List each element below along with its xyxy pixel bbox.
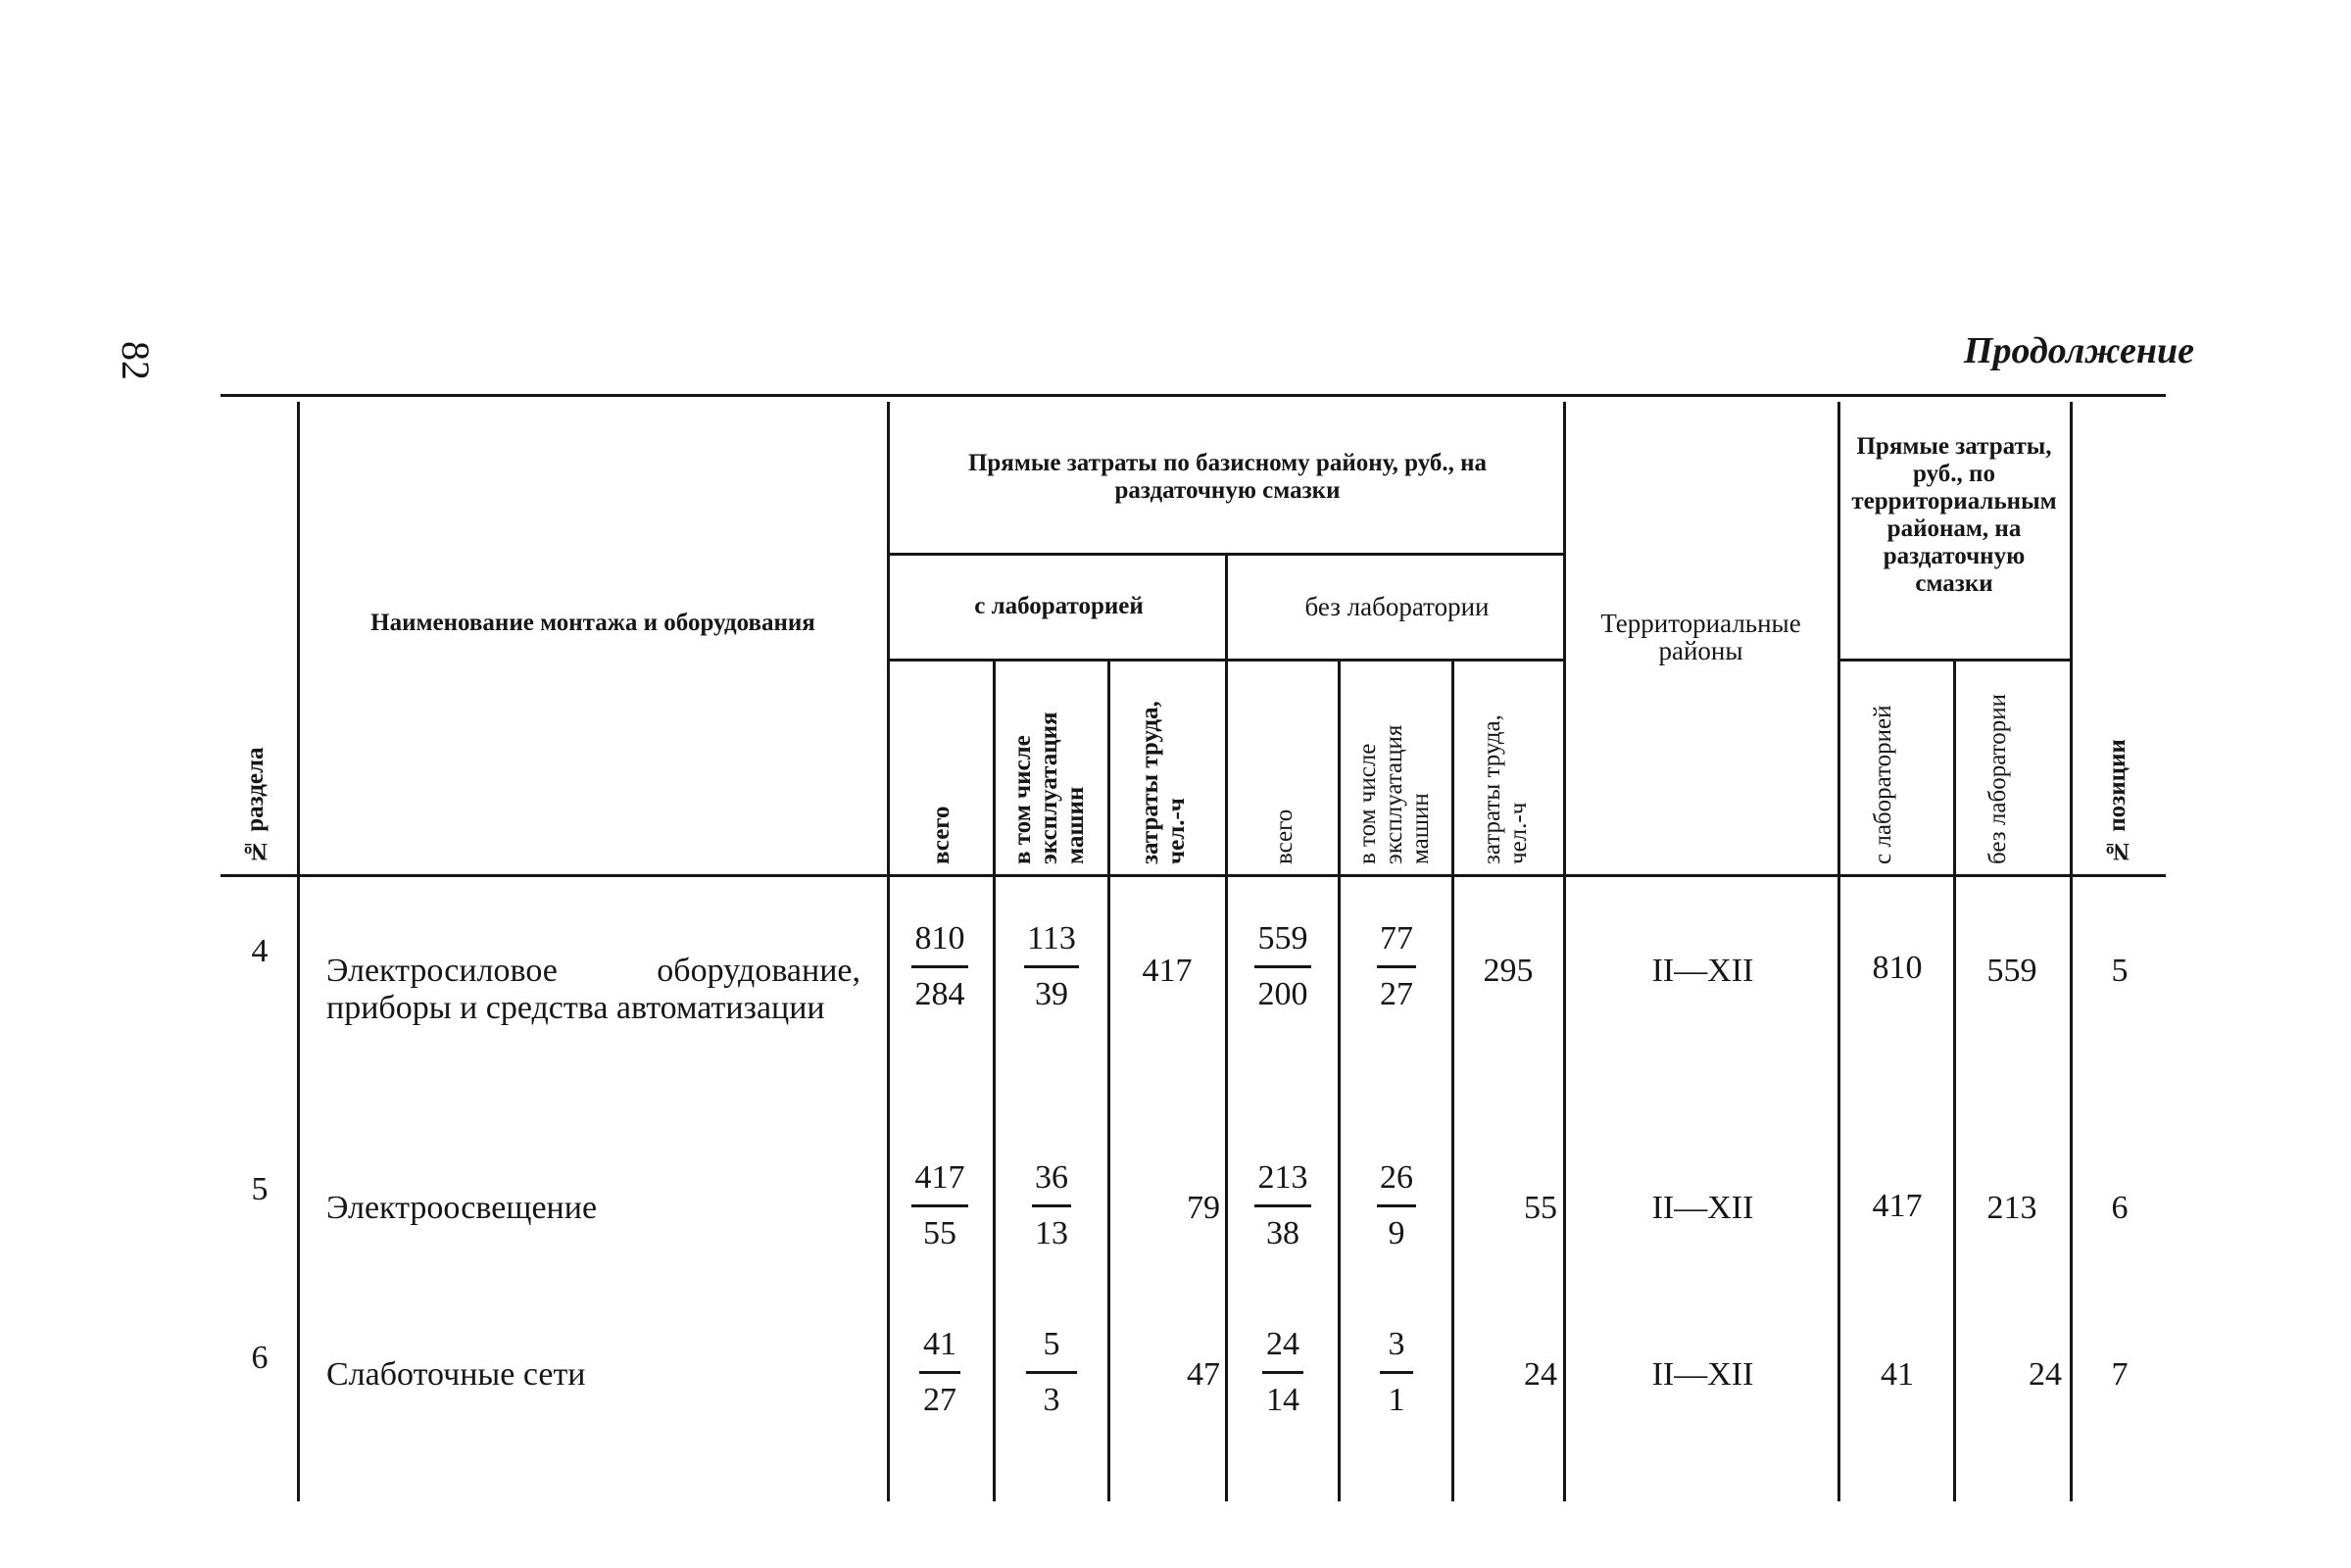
col-divider — [993, 661, 996, 1501]
fraction-numerator: 559 — [1257, 920, 1308, 956]
fraction-denominator: 27 — [923, 1382, 956, 1418]
col-divider — [2070, 402, 2073, 1501]
row-with-lab-total — [897, 1327, 983, 1418]
fraction-denominator: 9 — [1388, 1215, 1405, 1251]
header-territorial-without-lab: без лаборатории — [1984, 693, 2011, 864]
fraction-numerator: 810 — [914, 920, 965, 956]
row-territorial-with-lab: 41 — [1881, 1356, 1914, 1393]
fraction-denominator: 38 — [1266, 1215, 1299, 1251]
col-divider — [1837, 402, 1840, 1501]
row-districts: II—XII — [1651, 1190, 1754, 1226]
row-position: 6 — [2111, 1190, 2129, 1226]
header-territorial-costs: Прямые затраты, руб., по территориальным районам, на раздаточную смазки — [1851, 433, 2057, 597]
header-without-lab-total: всего — [1271, 808, 1298, 864]
row-section: 6 — [251, 1340, 269, 1376]
row-without-lab-total — [1234, 921, 1332, 1012]
fraction-denominator: 13 — [1035, 1215, 1068, 1251]
rule-under-without-lab — [1228, 659, 1566, 662]
fraction-numerator: 417 — [914, 1159, 965, 1196]
header-with-lab-machines: в том числе эксплуатация машин — [1009, 711, 1089, 864]
fraction-denominator: 200 — [1257, 976, 1308, 1012]
col-divider — [1338, 661, 1341, 1501]
row-districts: II—XII — [1651, 953, 1754, 989]
fraction-numerator: 113 — [1027, 920, 1076, 956]
row-section: 4 — [251, 933, 269, 969]
continuation-label: Продолжение — [1963, 330, 2194, 371]
row-with-lab-labor: 79 — [1187, 1190, 1220, 1226]
row-territorial-without-lab: 24 — [2029, 1356, 2062, 1393]
header-without-lab-machines: в том числе эксплуатация машин — [1354, 724, 1434, 864]
row-position: 7 — [2111, 1356, 2129, 1393]
header-without-lab: без лаборатории — [1304, 592, 1490, 621]
header-section-no: № раздела — [242, 747, 269, 864]
col-divider — [1563, 402, 1566, 1501]
fraction-numerator: 36 — [1035, 1159, 1068, 1196]
fraction-denominator: 39 — [1035, 976, 1068, 1012]
row-with-lab-machines — [1003, 921, 1101, 1012]
rule-under-base-costs — [890, 553, 1566, 556]
col-divider — [1451, 661, 1454, 1501]
row-without-lab-total — [1234, 1327, 1332, 1418]
row-districts: II—XII — [1651, 1356, 1754, 1393]
row-name: Электросиловое оборудование, приборы и средства автоматизации — [326, 953, 860, 1026]
fraction-denominator: 14 — [1266, 1382, 1299, 1418]
row-without-lab-labor: 55 — [1524, 1190, 1557, 1226]
row-with-lab-total — [897, 921, 983, 1012]
row-with-lab-labor: 417 — [1142, 953, 1193, 989]
header-base-costs: Прямые затраты по базисному району, руб., на раздаточную смазки — [967, 450, 1488, 504]
fraction-numerator: 213 — [1257, 1159, 1308, 1196]
row-with-lab-total — [897, 1160, 983, 1251]
header-territorial-with-lab: с лабораторией — [1870, 705, 1896, 864]
fraction-numerator: 3 — [1388, 1326, 1405, 1362]
row-position: 5 — [2111, 953, 2129, 989]
row-with-lab-machines — [1003, 1160, 1101, 1251]
row-with-lab-labor: 47 — [1187, 1356, 1220, 1393]
row-without-lab-labor: 24 — [1524, 1356, 1557, 1393]
fraction-numerator: 41 — [923, 1326, 956, 1362]
fraction-denominator: 284 — [914, 976, 965, 1012]
header-with-lab: с лабораторией — [974, 593, 1144, 619]
row-with-lab-machines — [1003, 1327, 1101, 1418]
row-without-lab-machines — [1347, 1160, 1445, 1251]
col-divider — [1225, 556, 1228, 1501]
row-name: Электроосвещение — [326, 1190, 598, 1226]
table-top-rule — [220, 394, 2166, 397]
row-without-lab-labor: 295 — [1483, 953, 1534, 989]
row-territorial-without-lab: 213 — [1986, 1190, 2037, 1226]
header-position-no: № позиции — [2104, 739, 2131, 864]
header-name: Наименование монтажа и оборудования — [370, 610, 815, 636]
fraction-numerator: 24 — [1266, 1326, 1299, 1362]
col-divider — [1953, 661, 1956, 1501]
col-divider — [1107, 661, 1110, 1501]
fraction-denominator: 27 — [1380, 976, 1413, 1012]
row-territorial-with-lab: 417 — [1872, 1188, 1923, 1224]
page-number: 82 — [114, 341, 158, 380]
fraction-denominator: 55 — [923, 1215, 956, 1251]
header-without-lab-labor: затраты труда, чел.-ч — [1479, 714, 1532, 864]
row-section: 5 — [251, 1171, 269, 1207]
rule-under-with-lab — [890, 659, 1228, 662]
row-territorial-with-lab: 810 — [1872, 950, 1923, 986]
header-with-lab-total: всего — [928, 806, 955, 864]
row-without-lab-machines — [1347, 921, 1445, 1012]
fraction-numerator: 26 — [1380, 1159, 1413, 1196]
fraction-denominator: 3 — [1043, 1382, 1060, 1418]
row-territorial-without-lab: 559 — [1986, 953, 2037, 989]
header-territorial-districts: Территориальные районы — [1600, 609, 1801, 665]
row-without-lab-machines — [1347, 1327, 1445, 1418]
cost-table — [220, 394, 2166, 1501]
col-divider — [887, 402, 890, 1501]
fraction-numerator: 77 — [1380, 920, 1413, 956]
row-without-lab-total — [1234, 1160, 1332, 1251]
row-name: Слаботочные сети — [326, 1356, 586, 1393]
col-divider — [297, 402, 300, 1501]
fraction-denominator: 1 — [1388, 1382, 1405, 1418]
header-bottom-rule — [220, 874, 2166, 877]
header-with-lab-labor: затраты труда, чел.-ч — [1137, 701, 1190, 864]
fraction-numerator: 5 — [1043, 1326, 1060, 1362]
